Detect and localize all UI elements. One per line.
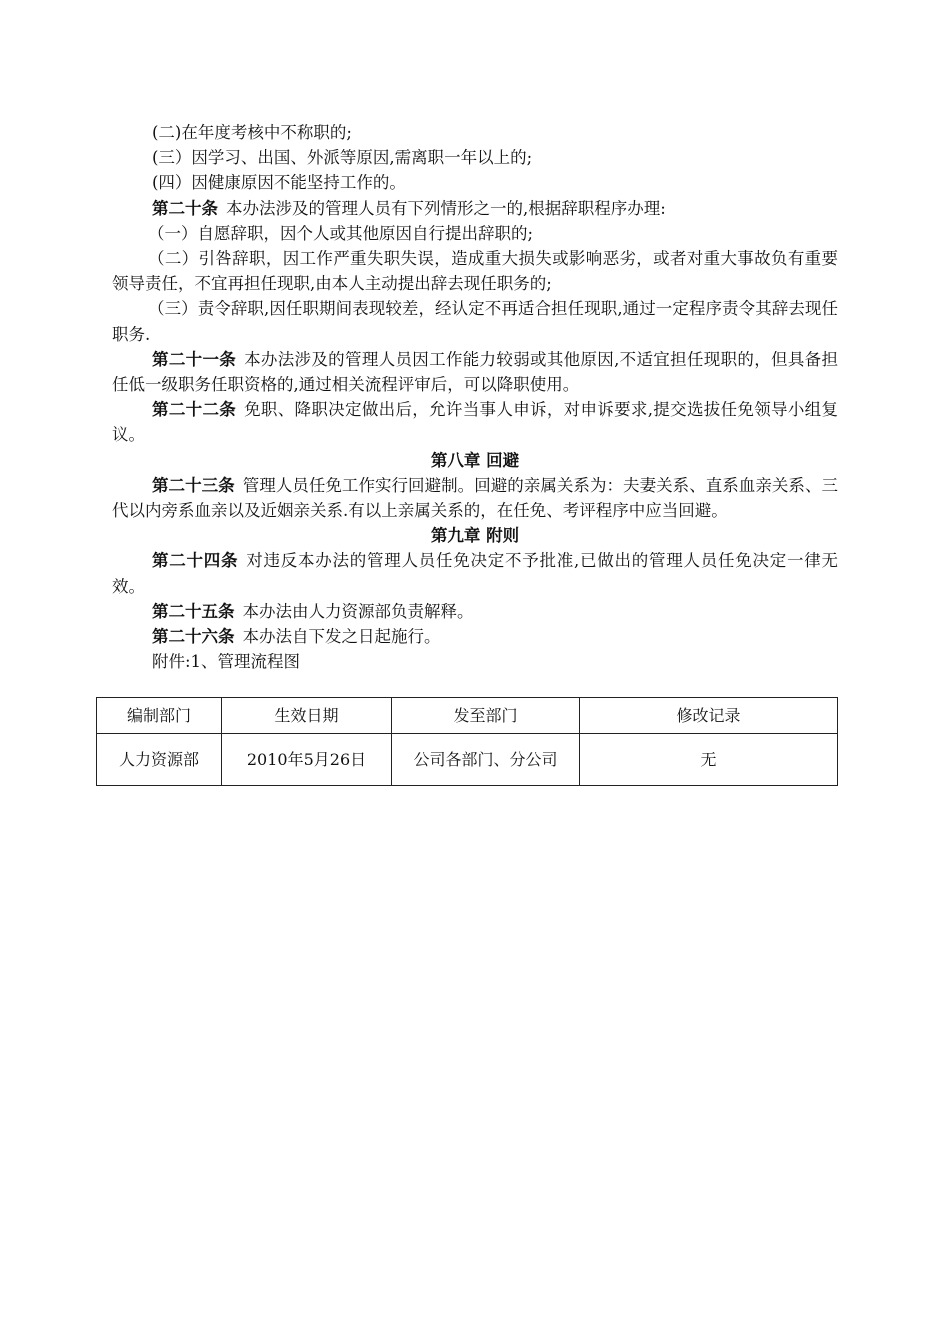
table-cell: 公司各部门、分公司	[392, 734, 580, 786]
article-text: 本办法涉及的管理人员因工作能力较弱或其他原因,不适宜担任现职的，但具备担任低一级职务任职资格的,通过相关流程评审后，可以降职使用。	[112, 349, 838, 395]
table-row	[97, 734, 838, 786]
document-info-table	[96, 697, 838, 786]
article-text: 本办法自下发之日起施行。	[242, 627, 441, 647]
clause-paragraph: （二）引咎辞职，因工作严重失职失误，造成重大损失或影响恶劣，或者对重大事故负有重要领导责任，不宜再担任现职,由本人主动提出辞去现任职务的;	[112, 249, 838, 294]
chapter-heading: 第九章 附则	[430, 526, 520, 546]
header-cell: 生效日期	[222, 698, 392, 734]
table-header-row	[97, 698, 838, 734]
article-21	[112, 347, 838, 397]
document-body	[112, 120, 838, 674]
article-text: 本办法由人力资源部负责解释。	[242, 601, 474, 621]
article-22	[112, 397, 838, 447]
article-label: 第二十四条	[152, 551, 239, 571]
attachment-line: 附件:1、管理流程图	[152, 652, 301, 672]
clause-line: (三）因学习、出国、外派等原因,需离职一年以上的;	[152, 148, 533, 168]
article-label: 第二十二条	[152, 400, 237, 420]
article-text: 本办法涉及的管理人员有下列情形之一的,根据辞职程序办理:	[226, 198, 666, 218]
header-cell: 修改记录	[580, 698, 838, 734]
clause-line: (四）因健康原因不能坚持工作的。	[152, 173, 406, 193]
chapter-heading: 第八章 回避	[430, 450, 520, 470]
article-text: 对违反本办法的管理人员任免决定不予批准,已做出的管理人员任免决定一律无效。	[112, 551, 838, 596]
clause-line: (二)在年度考核中不称职的;	[152, 123, 352, 142]
article-26	[112, 624, 838, 649]
clause-paragraph: （三）责令辞职,因任职期间表现较差，经认定不再适合担任现职,通过一定程序责令其辞去现任职务.	[112, 299, 838, 344]
table-cell: 人力资源部	[97, 734, 222, 786]
table-cell: 2010年5月26日	[222, 734, 392, 786]
article-text: 管理人员任免工作实行回避制。回避的亲属关系为：夫妻关系、直系血亲关系、三代以内旁系血亲以及近姻亲关系.有以上亲属关系的，在任免、考评程序中应当回避。	[112, 475, 839, 521]
article-label: 第二十五条	[152, 601, 235, 621]
header-cell: 发至部门	[392, 698, 580, 734]
article-label: 第二十三条	[152, 475, 235, 495]
article-20	[112, 196, 838, 221]
article-25	[112, 599, 838, 624]
header-cell: 编制部门	[97, 698, 222, 734]
article-text: 免职、降职决定做出后，允许当事人申诉，对申诉要求,提交选拔任免领导小组复议。	[112, 400, 838, 445]
article-label: 第二十六条	[152, 627, 235, 647]
clause-line: （一）自愿辞职，因个人或其他原因自行提出辞职的;	[148, 223, 534, 243]
table-cell: 无	[580, 734, 838, 786]
article-label: 第二十一条	[152, 349, 237, 369]
article-24	[112, 548, 838, 598]
article-23	[112, 473, 838, 523]
article-label: 第二十条	[152, 198, 218, 218]
